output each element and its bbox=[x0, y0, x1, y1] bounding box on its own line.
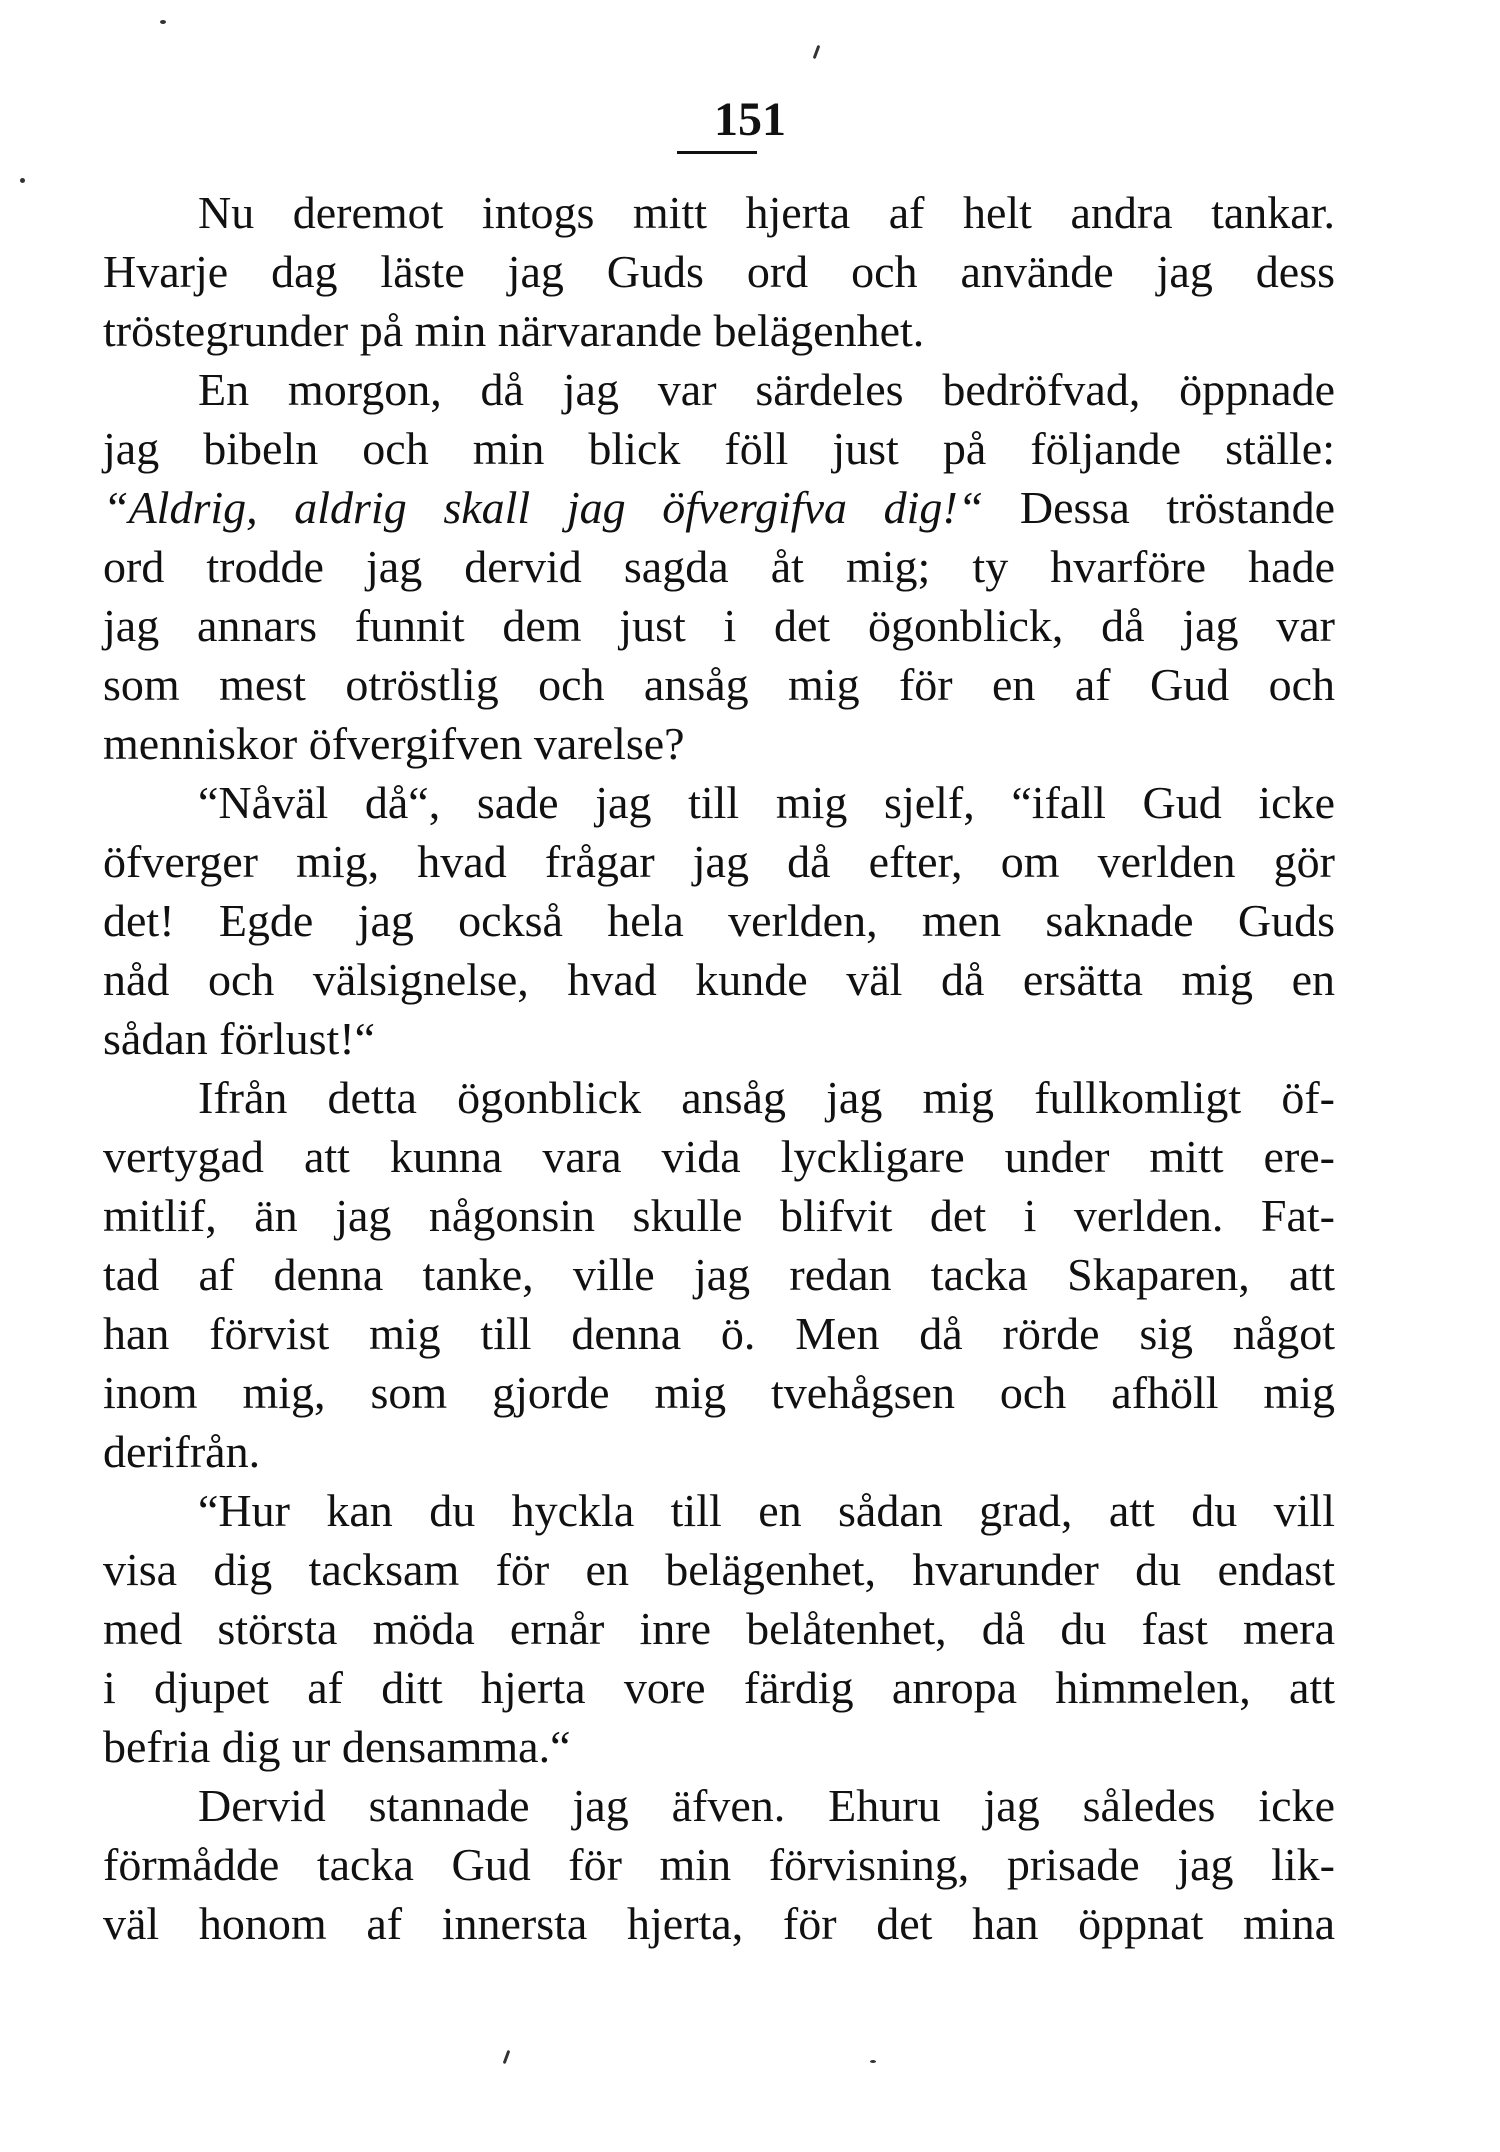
line-text: derifrån. bbox=[103, 1426, 261, 1477]
text-line bbox=[103, 1186, 1335, 1245]
line-text: förmådde tacka Gud för min förvisning, prisade jag lik- bbox=[103, 1839, 1335, 1890]
line-text: sådan förlust!“ bbox=[103, 1013, 376, 1064]
text-line bbox=[103, 1127, 1335, 1186]
line-text: jag annars funnit dem just i det ögonblick, då jag var bbox=[103, 600, 1335, 651]
line-text: i djupet af ditt hjerta vore färdig anropa himmelen, att bbox=[103, 1662, 1335, 1713]
text-line bbox=[103, 1599, 1335, 1658]
scan-speck bbox=[503, 2050, 511, 2064]
text-line bbox=[103, 183, 1335, 242]
text-line bbox=[103, 1363, 1335, 1422]
text-line bbox=[103, 360, 1335, 419]
line-text: menniskor öfvergifven varelse? bbox=[103, 718, 685, 769]
line-text: befria dig ur densamma.“ bbox=[103, 1721, 571, 1772]
line-text: det! Egde jag också hela verlden, men saknade Guds bbox=[103, 895, 1335, 946]
text-line bbox=[103, 1894, 1335, 1953]
text-line bbox=[103, 1481, 1335, 1540]
text-line bbox=[103, 655, 1335, 714]
line-text: Nu deremot intogs mitt hjerta af helt andra tankar. bbox=[198, 187, 1335, 238]
text-line bbox=[103, 1304, 1335, 1363]
line-text: mitlif, än jag någonsin skulle blifvit det i verlden. Fat- bbox=[103, 1190, 1335, 1241]
line-text: väl honom af innersta hjerta, för det han öppnat mina bbox=[103, 1898, 1335, 1949]
text-line bbox=[103, 1540, 1335, 1599]
text-line bbox=[103, 1009, 1335, 1068]
line-text: öfverger mig, hvad frågar jag då efter, om verlden gör bbox=[103, 836, 1335, 887]
line-text: “Hur kan du hyckla till en sådan grad, att du vill bbox=[198, 1485, 1335, 1536]
text-line bbox=[103, 1245, 1335, 1304]
text-line bbox=[103, 950, 1335, 1009]
line-text: Dessa tröstande bbox=[983, 482, 1335, 533]
text-line bbox=[103, 714, 1335, 773]
text-line bbox=[103, 537, 1335, 596]
text-line bbox=[103, 891, 1335, 950]
text-line bbox=[103, 242, 1335, 301]
text-line bbox=[103, 1776, 1335, 1835]
line-text: inom mig, som gjorde mig tvehågsen och afhöll mig bbox=[103, 1367, 1335, 1418]
scan-speck bbox=[813, 45, 821, 59]
line-text: tröstegrunder på min närvarande belägenhet. bbox=[103, 305, 925, 356]
line-text: Ifrån detta ögonblick ansåg jag mig fullkomligt öf- bbox=[198, 1072, 1335, 1123]
text-line bbox=[103, 419, 1335, 478]
line-text: han förvist mig till denna ö. Men då rörde sig något bbox=[103, 1308, 1335, 1359]
scan-speck bbox=[870, 2060, 876, 2063]
text-line bbox=[103, 773, 1335, 832]
text-line bbox=[103, 1658, 1335, 1717]
page-number-rule bbox=[677, 151, 757, 154]
line-text: vertygad att kunna vara vida lyckligare under mitt ere- bbox=[103, 1131, 1335, 1182]
text-line bbox=[103, 1717, 1335, 1776]
text-line bbox=[103, 478, 1335, 537]
page-number: 151 bbox=[714, 93, 786, 146]
text-line bbox=[103, 1422, 1335, 1481]
scan-speck bbox=[20, 178, 25, 183]
line-text: nåd och välsignelse, hvad kunde väl då ersätta mig en bbox=[103, 954, 1335, 1005]
scan-speck bbox=[160, 20, 166, 24]
line-text: ord trodde jag dervid sagda åt mig; ty hvarföre hade bbox=[103, 541, 1335, 592]
line-text: Hvarje dag läste jag Guds ord och använde jag dess bbox=[103, 246, 1335, 297]
text-line bbox=[103, 832, 1335, 891]
line-text: Dervid stannade jag äfven. Ehuru jag således icke bbox=[198, 1780, 1335, 1831]
line-text: “Nåväl då“, sade jag till mig sjelf, “ifall Gud icke bbox=[198, 777, 1335, 828]
line-text: tad af denna tanke, ville jag redan tacka Skaparen, att bbox=[103, 1249, 1335, 1300]
italic-quote: “Aldrig, aldrig skall jag öfvergifva dig!“ bbox=[103, 482, 984, 533]
text-line bbox=[103, 1835, 1335, 1894]
line-text: jag bibeln och min blick föll just på följande ställe: bbox=[103, 423, 1335, 474]
line-text: med största möda ernår inre belåtenhet, då du fast mera bbox=[103, 1603, 1335, 1654]
body-text bbox=[103, 183, 1335, 1953]
line-text: visa dig tacksam för en belägenhet, hvarunder du endast bbox=[103, 1544, 1335, 1595]
text-line bbox=[103, 596, 1335, 655]
text-line bbox=[103, 301, 1335, 360]
text-line bbox=[103, 1068, 1335, 1127]
line-text: En morgon, då jag var särdeles bedröfvad, öppnade bbox=[198, 364, 1335, 415]
line-text: som mest otröstlig och ansåg mig för en af Gud och bbox=[103, 659, 1335, 710]
